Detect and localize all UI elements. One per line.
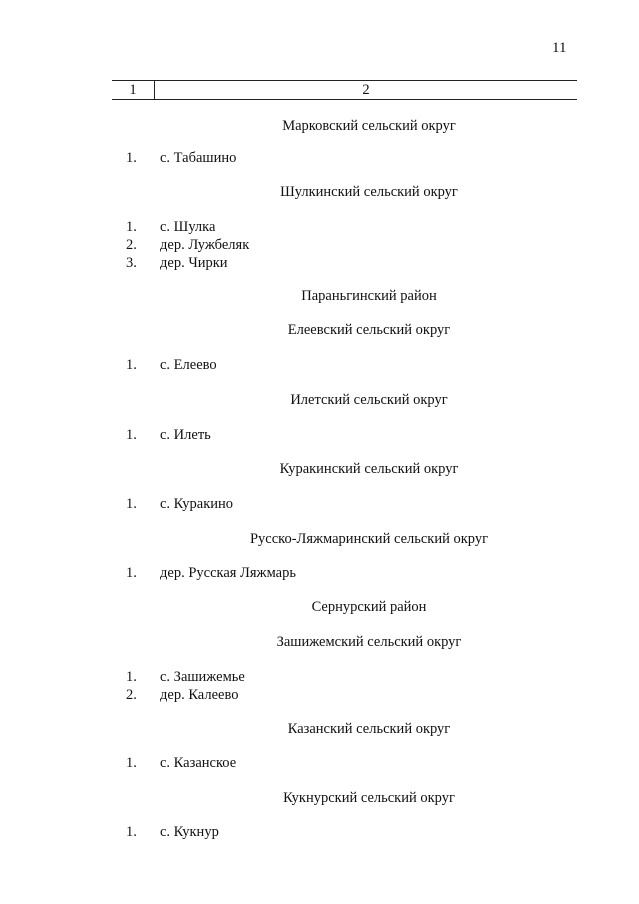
item-name: дер. Русская Ляжмарь: [160, 565, 296, 581]
section-heading: Русско-Ляжмаринский сельский округ: [249, 531, 489, 547]
item-number: 2.: [126, 237, 137, 253]
item-number: 1.: [126, 427, 137, 443]
item-number: 2.: [126, 687, 137, 703]
list-item: [126, 149, 236, 167]
item-number: 1.: [126, 219, 137, 235]
list-item: [126, 686, 238, 704]
item-number: 3.: [126, 255, 137, 271]
item-name: с. Шулка: [160, 219, 216, 235]
item-name: с. Зашижемье: [160, 669, 245, 685]
list-item: [126, 668, 245, 686]
item-name: дер. Лужбеляк: [160, 237, 250, 253]
item-number: 1.: [126, 496, 137, 512]
item-number: 1.: [126, 357, 137, 373]
district-heading: Параньгинский район: [301, 288, 437, 304]
section-heading: Зашижемский сельский округ: [276, 634, 462, 650]
table-header-col2: 2: [362, 82, 370, 98]
table-header: [112, 80, 577, 100]
item-name: с. Куракино: [160, 496, 234, 512]
list-item: [126, 356, 217, 374]
item-name: с. Илеть: [160, 427, 211, 443]
item-name: с. Елеево: [160, 357, 217, 373]
section-heading: Елеевский сельский округ: [287, 322, 451, 338]
page-number: 11: [552, 40, 567, 56]
section-heading: Куракинский сельский округ: [279, 461, 459, 477]
section-heading: Казанский сельский округ: [287, 721, 451, 737]
item-name: дер. Чирки: [160, 255, 228, 271]
list-item: [126, 564, 296, 582]
list-item: [126, 426, 211, 444]
section-heading: Шулкинский сельский округ: [280, 184, 458, 200]
item-name: с. Кукнур: [160, 824, 219, 840]
item-number: 1.: [126, 565, 137, 581]
district-heading: Сернурский район: [311, 599, 427, 615]
list-item: [126, 254, 228, 272]
item-number: 1.: [126, 150, 137, 166]
list-item: [126, 495, 233, 513]
item-name: дер. Калеево: [160, 687, 239, 703]
list-item: [126, 754, 236, 772]
item-name: с. Табашино: [160, 150, 237, 166]
list-item: [126, 236, 249, 254]
list-item: [126, 823, 219, 841]
item-number: 1.: [126, 669, 137, 685]
list-item: [126, 218, 215, 236]
section-heading: Кукнурский сельский округ: [283, 790, 455, 806]
table-header-col1: 1: [112, 81, 155, 99]
item-number: 1.: [126, 824, 137, 840]
section-heading: Илетский сельский округ: [290, 392, 448, 408]
item-number: 1.: [126, 755, 137, 771]
section-heading: Марковский сельский округ: [282, 118, 456, 134]
item-name: с. Казанское: [160, 755, 237, 771]
